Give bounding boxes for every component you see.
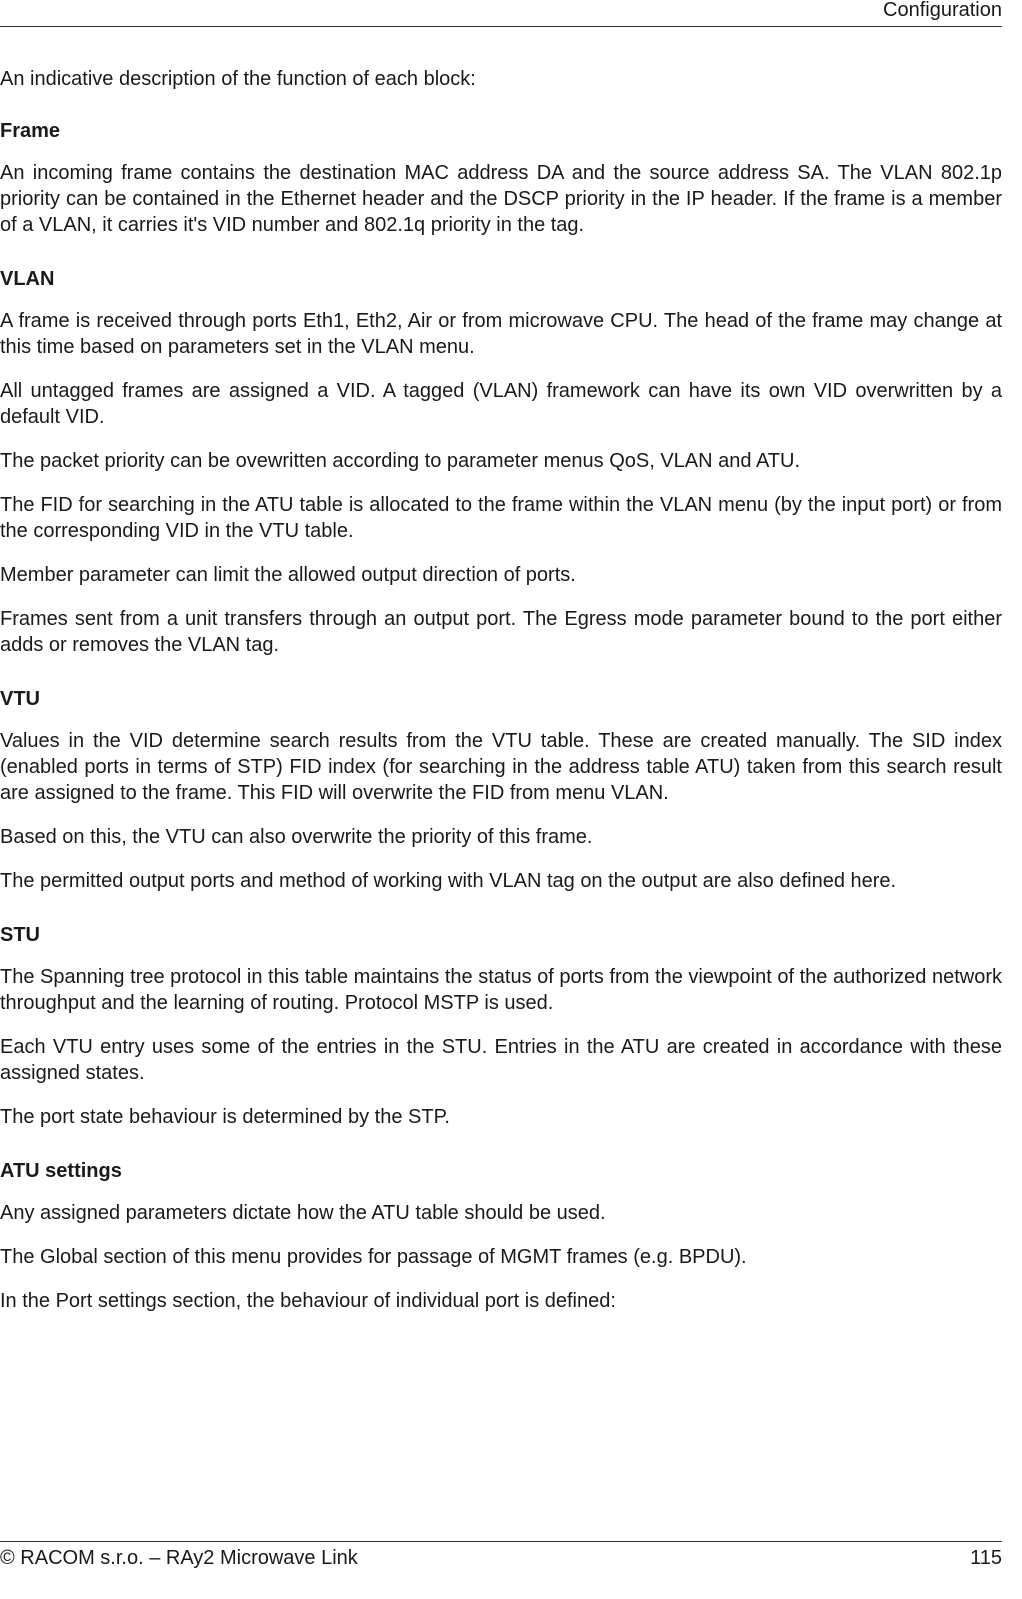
section-heading: VTU	[0, 688, 40, 710]
paragraph: An incoming frame contains the destination MAC address DA and the source address SA. The VLAN 802.1p priority can be contained in the Ethernet header and the DSCP priority in the IP header. If the frame is a member of a VLAN, it carries it's VID number and 802.1q priority in the tag.	[0, 162, 1002, 236]
section-frame	[0, 118, 1002, 238]
paragraph: Each VTU entry uses some of the entries in the STU. Entries in the ATU are created in accordance with these assigned states.	[0, 1036, 1002, 1084]
paragraph: In the Port settings section, the behaviour of individual port is defined:	[0, 1290, 616, 1312]
page-header	[0, 0, 1002, 27]
paragraph: The packet priority can be ovewritten according to parameter menus QoS, VLAN and ATU.	[0, 450, 801, 472]
section-heading: VLAN	[0, 268, 55, 290]
intro-paragraph: An indicative description of the function of each block:	[0, 68, 476, 90]
footer-copyright: © RACOM s.r.o. – RAy2 Microwave Link	[0, 1547, 358, 1569]
running-header-title: Configuration	[883, 0, 1002, 21]
paragraph: The permitted output ports and method of working with VLAN tag on the output are also defined here.	[0, 870, 897, 892]
paragraph: The Global section of this menu provides for passage of MGMT frames (e.g. BPDU).	[0, 1246, 747, 1268]
section-heading: Frame	[0, 120, 61, 142]
paragraph: The Spanning tree protocol in this table maintains the status of ports from the viewpoint of the authorized network throughput and the learning of routing. Protocol MSTP is used.	[0, 966, 1002, 1014]
paragraph: Frames sent from a unit transfers through an output port. The Egress mode parameter bound to the port either adds or removes the VLAN tag.	[0, 608, 1002, 656]
paragraph: The FID for searching in the ATU table is allocated to the frame within the VLAN menu (by the input port) or from the corresponding VID in the VTU table.	[0, 494, 1002, 542]
paragraph: Any assigned parameters dictate how the ATU table should be used.	[0, 1202, 606, 1224]
page-number: 115	[970, 1547, 1002, 1569]
page-footer	[0, 1541, 1002, 1572]
paragraph: Based on this, the VTU can also overwrite the priority of this frame.	[0, 826, 593, 848]
section-vlan	[0, 266, 1002, 658]
section-vtu	[0, 686, 1002, 894]
paragraph: Member parameter can limit the allowed output direction of ports.	[0, 564, 576, 586]
paragraph: Values in the VID determine search results from the VTU table. These are created manually. The SID index (enabled ports in terms of STP) FID index (for searching in the address table ATU) taken from this search result are assigned to the frame. This FID will overwrite the FID from menu VLAN.	[0, 730, 1002, 804]
section-atu-settings	[0, 1158, 1002, 1314]
paragraph: A frame is received through ports Eth1, Eth2, Air or from microwave CPU. The head of the frame may change at this time based on parameters set in the VLAN menu.	[0, 310, 1002, 358]
paragraph: All untagged frames are assigned a VID. A tagged (VLAN) framework can have its own VID overwritten by a default VID.	[0, 380, 1002, 428]
section-stu	[0, 922, 1002, 1130]
section-heading: STU	[0, 924, 40, 946]
document-body	[0, 66, 1002, 1332]
paragraph: The port state behaviour is determined by the STP.	[0, 1106, 450, 1128]
section-heading: ATU settings	[0, 1160, 122, 1182]
